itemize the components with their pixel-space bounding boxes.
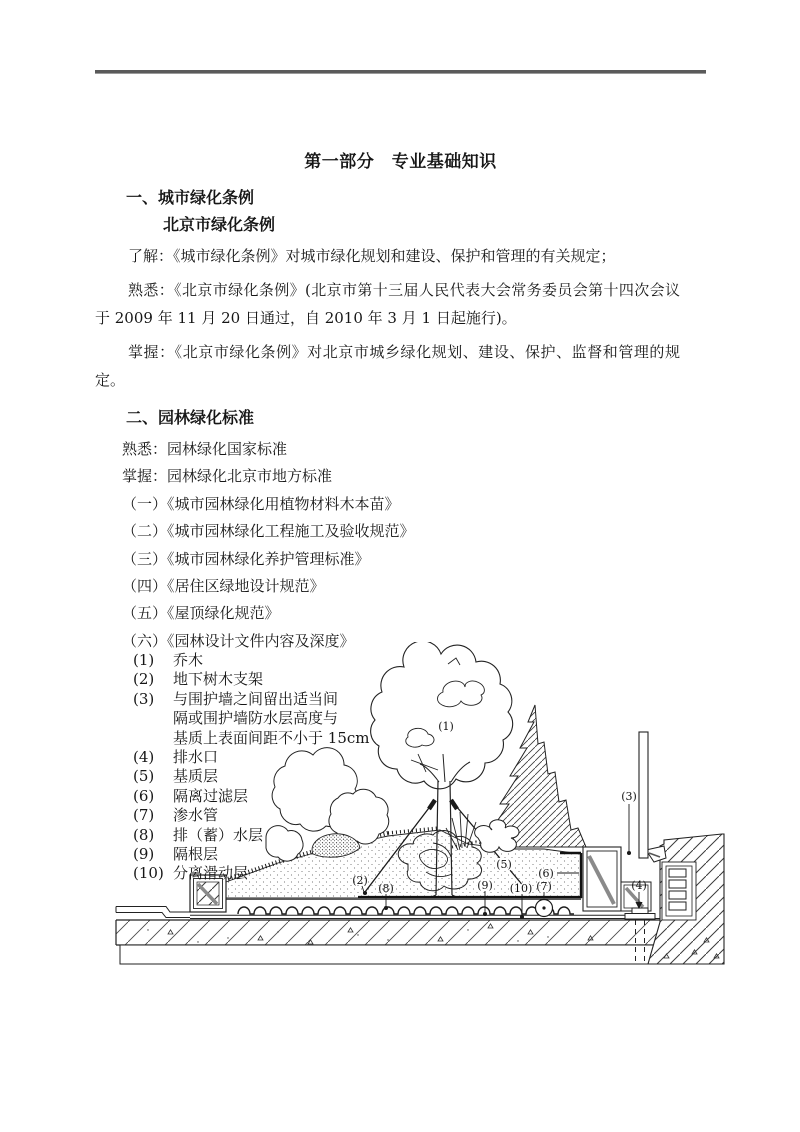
callout-4: (4) [631, 879, 647, 892]
list-item: （二）《城市园林绿化工程施工及验收规范》 [122, 522, 415, 541]
legend-item [133, 767, 433, 786]
legend-text: 乔木 [173, 651, 204, 669]
deck-lines [190, 915, 650, 918]
diagram-legend [133, 651, 433, 884]
legend-text: 隔离过滤层 [173, 786, 249, 805]
list-item: （五）《屋顶绿化规范》 [122, 604, 280, 623]
list-item: （三）《城市园林绿化养护管理标准》 [122, 549, 370, 568]
legend-num: (9) [133, 845, 155, 864]
legend-num: (8) [133, 825, 155, 844]
legend-num: (6) [133, 786, 155, 805]
legend-text: 隔根层 [173, 845, 219, 864]
railing-pipe [639, 732, 648, 858]
legend-num: (1) [133, 651, 155, 669]
list-item: （一）《城市园林绿化用植物材料木本苗》 [122, 494, 400, 513]
legend-text: 分离滑动层 [173, 864, 249, 883]
list-item: 熟悉：园林绿化国家标准 [122, 440, 288, 458]
callout-7: (7) [536, 880, 552, 893]
legend-item [133, 806, 433, 825]
header-rule [95, 70, 706, 74]
legend-item [133, 670, 433, 689]
legend-num: (2) [133, 670, 155, 689]
parapet-wall [646, 834, 724, 964]
legend-item [133, 651, 433, 670]
callout-10: (10) [509, 882, 533, 895]
callout-8: (8) [378, 882, 394, 895]
legend-text: 基质层 [173, 767, 219, 786]
standards-list [122, 436, 415, 655]
slab-bottom-band [120, 945, 722, 964]
section1-heading: 一、城市绿化条例 [126, 188, 255, 207]
legend-text: 基质上表面间距不小于 15cm [173, 728, 370, 747]
callout-5: (5) [496, 858, 512, 871]
legend-text: 渗水管 [173, 806, 219, 825]
callout-1: (1) [438, 720, 454, 733]
legend-num: (3) [133, 689, 155, 708]
left-edge [116, 907, 190, 918]
section1-subheading: 北京市绿化条例 [163, 215, 276, 234]
legend-item [133, 845, 433, 864]
drainage-corrugation [238, 907, 574, 914]
list-item: 掌握：园林绿化北京市地方标准 [122, 467, 333, 486]
roof-slab [116, 920, 724, 945]
legend-text: 与围护墙之间留出适当间 [173, 689, 339, 708]
paragraph-shuxi: 熟悉：《北京市绿化条例》(北京市第十三届人民代表大会常务委员会第十四次会议于 2009 年 11 月 20 日通过，自 2010 年 3 月 1 日起施行)。 [95, 281, 680, 327]
legend-text: 隔或围护墙防水层高度与 [173, 709, 339, 728]
legend-item [133, 748, 433, 767]
legend-text: 排（蓄）水层 [173, 825, 264, 844]
callout-2: (2) [352, 874, 368, 887]
legend-item [133, 864, 433, 883]
page-title: 第一部分 专业基础知识 [304, 152, 497, 172]
paragraph-liaojie: 了解：《城市绿化条例》对城市绿化规划和建设、保护和管理的有关规定； [128, 247, 616, 265]
legend-item [133, 690, 433, 748]
callout-3: (3) [621, 790, 637, 803]
legend-num: (10) [133, 864, 164, 883]
callout-9: (9) [477, 879, 493, 892]
legend-text: 排水口 [173, 748, 219, 767]
legend-num: (7) [133, 806, 155, 825]
list-item: （六）《园林设计文件内容及深度》 [122, 631, 355, 650]
list-item: （四）《居住区绿地设计规范》 [122, 577, 325, 596]
paragraph-zhangwo: 掌握：《北京市绿化条例》对北京市城乡绿化规划、建设、保护、监督和管理的规定。 [95, 343, 680, 389]
callout-6: (6) [538, 867, 554, 880]
seepage-pipe [536, 900, 553, 917]
legend-num: (4) [133, 748, 155, 767]
legend-item [133, 826, 433, 845]
legend-num: (5) [133, 767, 155, 786]
section2-heading: 二、园林绿化标准 [126, 408, 255, 427]
legend-text: 地下树木支架 [173, 670, 264, 689]
legend-item [133, 787, 433, 806]
